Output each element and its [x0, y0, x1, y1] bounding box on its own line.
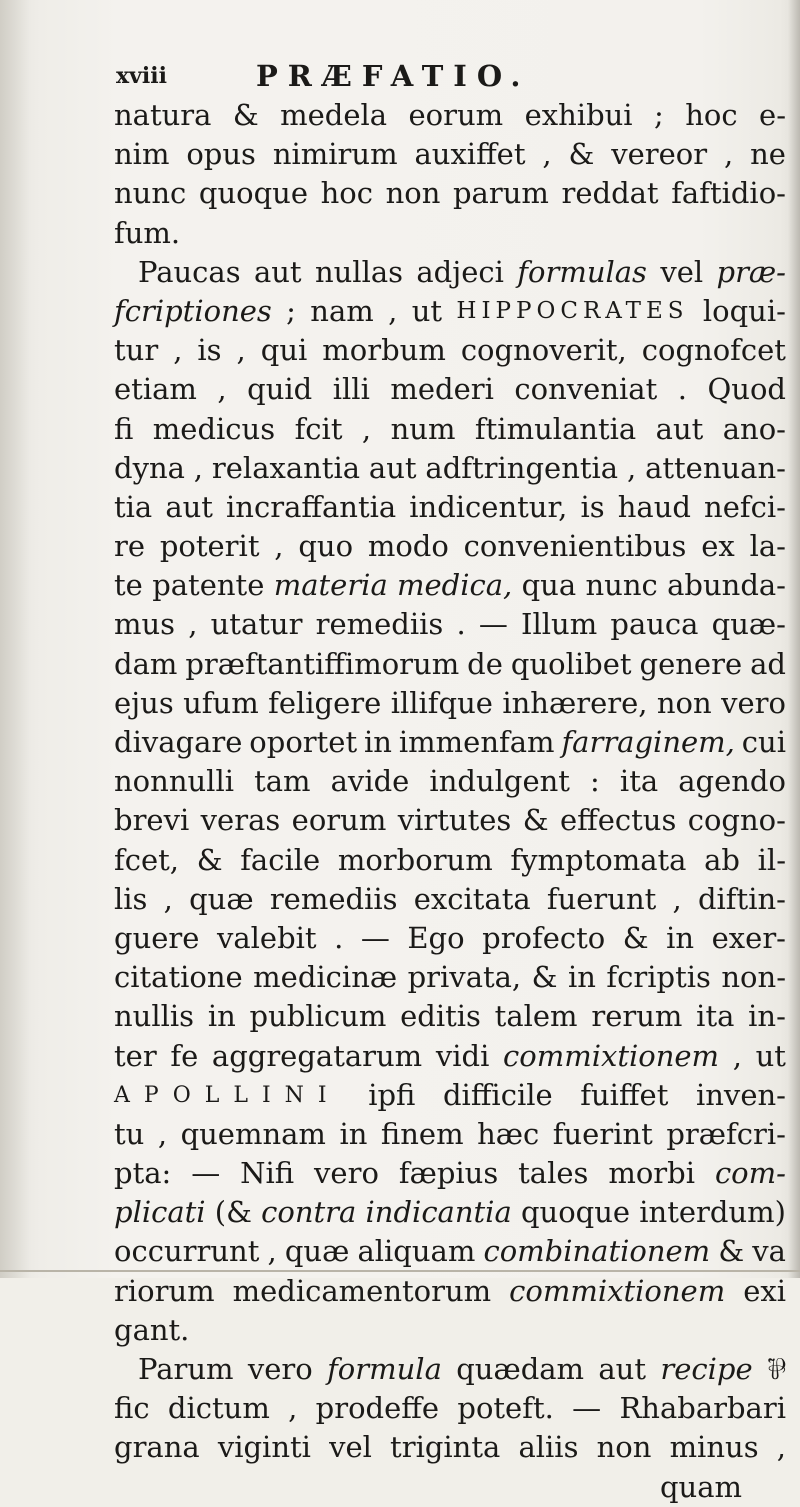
text-word: relaxantia: [211, 450, 361, 485]
text-word: privata,: [407, 960, 522, 995]
text-word: .: [456, 607, 466, 642]
text-word: inhærere,: [502, 685, 648, 720]
text-word: nefci-: [704, 489, 786, 524]
text-line: [114, 331, 786, 370]
text-word: medicus: [152, 411, 276, 446]
text-word: ita: [696, 999, 735, 1034]
text-line: [114, 880, 786, 919]
text-word: ,: [732, 1038, 742, 1073]
text-word: .: [677, 372, 687, 407]
text-word: excitata: [413, 881, 531, 916]
text-word: formulas: [517, 254, 647, 289]
text-word: reddat: [561, 176, 659, 211]
text-line: [114, 449, 786, 488]
text-word: vero: [314, 1156, 379, 1191]
text-word: talem: [494, 999, 578, 1034]
text-word: ut: [755, 1038, 786, 1073]
text-word: tu: [114, 1116, 145, 1151]
text-word: nullas: [314, 254, 404, 289]
text-word: prodeffe: [315, 1391, 440, 1426]
text-word: tia: [114, 489, 153, 524]
text-word: nonnulli: [114, 764, 234, 799]
text-word: minus: [669, 1430, 759, 1465]
text-line: [114, 723, 786, 762]
text-word: &: [196, 842, 223, 877]
text-word: fuerunt: [546, 881, 657, 916]
text-word: recipe: [660, 1352, 753, 1386]
text-word: fic: [114, 1391, 150, 1426]
text-line: [114, 645, 786, 684]
text-word: materia medica,: [273, 568, 513, 603]
text-word: HIPPOCRATES: [456, 297, 689, 324]
text-word: e-: [759, 98, 786, 132]
text-word: &: [232, 98, 259, 132]
text-word: brevi: [114, 803, 190, 838]
text-word: dam: [114, 646, 178, 681]
text-word: veras: [200, 803, 281, 838]
text-line: [114, 1037, 786, 1076]
text-line: [114, 1311, 786, 1350]
text-word: in: [567, 960, 596, 995]
text-word: ,: [542, 137, 552, 172]
text-word: la-: [749, 529, 786, 564]
text-word: nam: [310, 293, 374, 328]
text-word: utatur: [210, 607, 303, 642]
text-word: tales: [518, 1156, 589, 1191]
text-word: indulgent: [429, 764, 570, 799]
text-word: nunc: [114, 176, 187, 211]
text-word: de: [467, 646, 503, 681]
text-word: &: [531, 960, 558, 995]
text-word: ,: [724, 137, 734, 172]
text-word: is: [197, 333, 222, 368]
text-word: occurrunt: [114, 1234, 260, 1269]
text-word: interdum): [639, 1195, 786, 1230]
text-word: —: [478, 607, 508, 642]
text-line: [114, 801, 786, 840]
text-word: publicum: [249, 999, 387, 1034]
text-word: incraffantia: [226, 489, 397, 524]
text-word: viginti: [217, 1430, 311, 1465]
text-word: virtutes: [397, 803, 512, 838]
text-word: qui: [260, 333, 308, 368]
text-word: editis: [400, 999, 481, 1034]
text-word: ,: [163, 881, 173, 916]
text-line: [114, 135, 786, 174]
text-word: (&: [214, 1195, 252, 1230]
text-word: —: [572, 1391, 602, 1426]
text-word: ,: [388, 293, 398, 328]
text-word: exhibui: [524, 98, 633, 132]
text-line: [114, 214, 786, 253]
text-word: natura: [114, 98, 212, 132]
text-word: tam: [254, 764, 311, 799]
text-word: aliis: [518, 1430, 579, 1465]
text-word: fi: [114, 411, 134, 446]
text-word: in: [339, 1116, 368, 1151]
text-word: te: [114, 568, 143, 603]
text-word: feligere: [268, 685, 382, 720]
text-line: [114, 762, 786, 801]
text-word: adftringentia: [425, 450, 619, 485]
text-word: ;: [286, 293, 296, 328]
text-word: aut: [165, 489, 213, 524]
text-word: ,: [188, 607, 198, 642]
text-word: in: [364, 725, 392, 759]
text-word: remediis: [269, 881, 398, 916]
text-line: [114, 1428, 786, 1467]
text-word: ,: [776, 1430, 786, 1465]
text-word: ,: [274, 529, 284, 564]
text-word: divagare: [114, 725, 243, 759]
text-word: faftidio-: [671, 176, 786, 211]
text-word: ad: [750, 646, 786, 681]
text-line: [114, 958, 786, 997]
text-word: ftimulantia: [474, 411, 637, 446]
text-word: va: [752, 1234, 786, 1269]
text-word: quoque: [520, 1195, 631, 1230]
text-word: non: [596, 1430, 652, 1465]
text-word: medicinæ: [253, 960, 398, 995]
text-word: fcit: [294, 411, 343, 446]
text-line: [114, 1076, 786, 1115]
text-word: combinationem: [483, 1234, 711, 1269]
text-word: ,: [157, 1116, 168, 1151]
text-word: num: [390, 411, 456, 446]
text-word: exer-: [711, 920, 786, 955]
text-word: illifque: [390, 685, 493, 720]
text-word: hoc: [320, 176, 373, 211]
text-word: attenuan-: [645, 450, 786, 485]
text-word: finem: [380, 1116, 464, 1151]
text-word: eorum: [408, 98, 504, 132]
text-word: Ego: [407, 920, 465, 955]
text-word: cui: [741, 725, 786, 759]
text-word: in-: [748, 999, 786, 1034]
text-word: patente: [152, 568, 265, 603]
page-header: [116, 54, 716, 98]
text-word: ,: [236, 333, 246, 368]
text-word: ,: [361, 411, 372, 446]
text-word: quemnam: [180, 1116, 326, 1151]
text-line: [114, 1115, 786, 1154]
text-word: diftin-: [697, 881, 786, 916]
text-line: [114, 919, 786, 958]
text-word: conveniat: [514, 372, 658, 407]
text-word: citatione: [114, 960, 243, 995]
text-word: modo: [367, 529, 449, 564]
text-word: cognoverit,: [460, 333, 627, 368]
text-word: ⅌: [766, 1352, 786, 1386]
text-line: [114, 566, 786, 605]
text-word: ter: [114, 1038, 157, 1073]
text-word: ,: [217, 372, 227, 407]
text-word: vero: [247, 1352, 313, 1386]
text-word: —: [360, 920, 390, 955]
text-word: nunc: [585, 568, 658, 603]
text-word: non: [385, 176, 441, 211]
text-word: guere: [114, 920, 200, 955]
text-line: [114, 997, 786, 1036]
text-word: fcet,: [114, 842, 180, 877]
text-word: qua: [521, 568, 577, 603]
text-line: [114, 488, 786, 527]
text-word: præ-: [716, 254, 786, 289]
text-line: [114, 410, 786, 449]
text-word: mederi: [390, 372, 494, 407]
text-word: etiam: [114, 372, 197, 407]
text-word: præfcri-: [666, 1116, 786, 1151]
text-word: il-: [757, 842, 786, 877]
text-line: [114, 1232, 786, 1271]
text-word: ut: [411, 293, 443, 328]
bottom-rule: [0, 1270, 800, 1272]
text-word: quolibet: [510, 646, 632, 681]
text-line: [114, 1468, 786, 1507]
text-word: aut: [253, 254, 302, 289]
text-word: quam: [659, 1469, 742, 1504]
text-word: ,: [173, 333, 183, 368]
text-word: morbi: [608, 1156, 696, 1191]
text-word: parum: [452, 176, 549, 211]
text-word: hoc: [685, 98, 738, 132]
text-word: remediis: [315, 607, 444, 642]
text-word: Parum: [138, 1352, 234, 1386]
text-word: exi: [743, 1273, 786, 1308]
text-word: —: [191, 1156, 221, 1191]
text-line: [114, 841, 786, 880]
text-word: haud: [617, 489, 691, 524]
text-word: adjeci: [416, 254, 504, 289]
text-word: hæc: [477, 1116, 540, 1151]
text-word: medela: [280, 98, 388, 132]
text-word: fuerint: [552, 1116, 653, 1151]
text-word: præftantiffimorum: [185, 646, 460, 681]
text-word: commixtionem: [503, 1038, 720, 1073]
text-word: convenientibus: [463, 529, 687, 564]
text-word: quæ: [189, 881, 254, 916]
text-word: opus: [186, 137, 256, 172]
text-word: is: [580, 489, 605, 524]
text-word: aut: [368, 450, 417, 485]
text-word: dyna: [114, 450, 185, 485]
text-word: aggregatarum: [211, 1038, 423, 1073]
text-word: fcriptis: [606, 960, 711, 995]
text-word: lis: [114, 881, 148, 916]
text-word: quid: [247, 372, 313, 407]
text-word: Quod: [707, 372, 786, 407]
text-word: morbum: [322, 333, 446, 368]
text-word: loqui-: [702, 293, 786, 328]
text-word: pauca: [610, 607, 699, 642]
text-word: ita: [619, 764, 659, 799]
text-word: effectus: [559, 803, 677, 838]
text-word: &: [522, 803, 549, 838]
text-line: [114, 1193, 786, 1232]
text-word: fe: [170, 1038, 199, 1073]
text-word: cognofcet: [641, 333, 786, 368]
text-word: aliquam: [357, 1234, 476, 1269]
text-line: [114, 1350, 786, 1389]
text-word: immenfam: [398, 725, 555, 759]
running-title: PRÆFATIO.: [256, 59, 531, 93]
text-word: vel: [329, 1430, 372, 1465]
text-word: fcriptiones: [114, 293, 272, 328]
text-word: &: [568, 137, 595, 172]
text-line: [114, 174, 786, 213]
text-word: mus: [114, 607, 176, 642]
text-word: fuiffet: [580, 1077, 669, 1112]
page-number: xviii: [116, 63, 167, 89]
text-word: farraginem,: [561, 725, 735, 759]
text-word: :: [590, 764, 600, 799]
text-word: triginta: [390, 1430, 501, 1465]
text-word: nullis: [114, 999, 195, 1034]
text-word: dictum: [167, 1391, 270, 1426]
text-word: vidi: [435, 1038, 490, 1073]
text-word: vel: [660, 254, 704, 289]
text-word: genere: [639, 646, 743, 681]
text-word: ab: [704, 842, 740, 877]
text-word: aut: [655, 411, 704, 446]
text-word: Nifi: [240, 1156, 295, 1191]
text-line: [114, 605, 786, 644]
text-line: [114, 253, 786, 292]
text-word: avide: [330, 764, 410, 799]
text-word: grana: [114, 1430, 200, 1465]
text-word: ;: [654, 98, 664, 132]
text-line: [114, 527, 786, 566]
text-word: ,: [267, 1234, 277, 1269]
text-word: poterit: [159, 529, 260, 564]
text-word: valebit: [216, 920, 317, 955]
text-word: commixtionem: [509, 1273, 726, 1308]
text-word: Illum: [521, 607, 598, 642]
text-word: com-: [714, 1156, 786, 1191]
text-word: vero: [721, 685, 786, 720]
text-word: &: [718, 1234, 745, 1269]
text-word: gant.: [114, 1312, 190, 1347]
text-word: oportet: [249, 725, 358, 759]
text-word: quædam: [456, 1352, 585, 1386]
text-line: [114, 1389, 786, 1428]
page-shadow-left: [0, 0, 30, 1278]
text-word: pta:: [114, 1156, 172, 1191]
text-word: nimirum: [272, 137, 398, 172]
text-word: medicamentorum: [232, 1273, 492, 1308]
text-word: ejus: [114, 685, 174, 720]
text-word: agendo: [678, 764, 786, 799]
text-word: quæ-: [711, 607, 786, 642]
text-word: ipfi: [368, 1077, 416, 1112]
text-line: [114, 1154, 786, 1193]
text-word: difficile: [442, 1077, 553, 1112]
text-word: illi: [332, 372, 370, 407]
text-word: formula: [327, 1352, 442, 1386]
text-word: morborum: [337, 842, 493, 877]
text-word: non: [656, 685, 712, 720]
text-word: APOLLINI: [114, 1082, 341, 1108]
text-word: nim: [114, 137, 170, 172]
text-line: [114, 684, 786, 723]
text-word: ,: [626, 450, 637, 485]
text-word: ufum: [183, 685, 259, 720]
text-word: Rhabarbari: [619, 1391, 786, 1426]
text-word: ne: [750, 137, 786, 172]
text-word: ano-: [722, 411, 786, 446]
text-line: [114, 96, 786, 135]
text-word: .: [334, 920, 344, 955]
body-text: [114, 96, 794, 1507]
text-word: profecto: [482, 920, 606, 955]
text-word: ,: [672, 881, 682, 916]
text-word: ex: [701, 529, 735, 564]
text-word: auxiffet: [414, 137, 526, 172]
text-word: fæpius: [398, 1156, 499, 1191]
text-word: aut: [598, 1352, 647, 1386]
text-word: re: [114, 529, 146, 564]
text-word: poteft.: [457, 1391, 554, 1426]
text-word: fymptomata: [510, 842, 687, 877]
text-word: fum.: [114, 215, 181, 250]
text-word: cogno-: [687, 803, 786, 838]
text-word: tur: [114, 333, 159, 368]
text-word: contra indicantia: [261, 1195, 512, 1230]
text-word: ,: [193, 450, 204, 485]
text-word: eorum: [291, 803, 387, 838]
text-word: vereor: [611, 137, 708, 172]
text-word: non-: [721, 960, 786, 995]
text-word: quæ: [284, 1234, 350, 1269]
text-word: &: [622, 920, 649, 955]
text-word: inven-: [695, 1077, 786, 1112]
text-word: riorum: [114, 1273, 215, 1308]
text-word: plicati: [114, 1195, 206, 1230]
text-line: [114, 370, 786, 409]
text-word: facile: [240, 842, 321, 877]
text-word: in: [207, 999, 236, 1034]
text-word: in: [666, 920, 695, 955]
text-word: abunda-: [667, 568, 786, 603]
text-word: indicentur,: [409, 489, 568, 524]
text-word: Paucas: [138, 254, 241, 289]
text-word: ,: [288, 1391, 298, 1426]
text-word: quoque: [198, 176, 308, 211]
text-word: rerum: [591, 999, 683, 1034]
text-line: [114, 292, 786, 331]
text-word: quo: [298, 529, 354, 564]
